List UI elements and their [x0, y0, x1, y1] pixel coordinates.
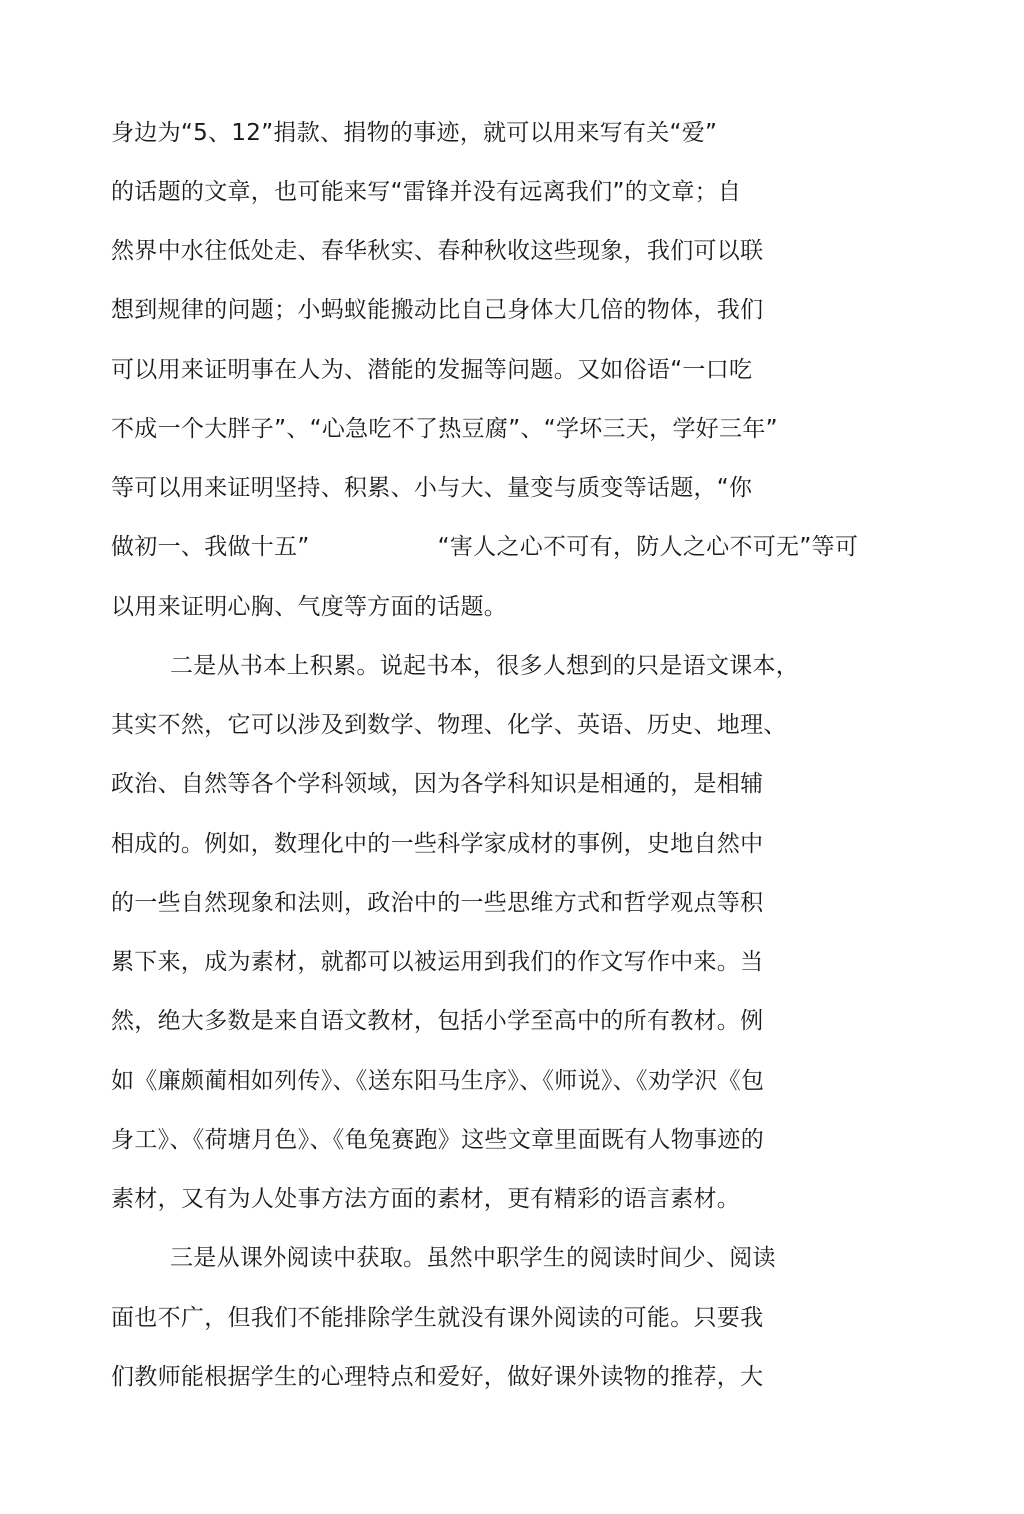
text-segment: “害人之心不可有，防人之心不可无”等可 — [437, 534, 859, 560]
text-line: 身边为“5、12”捐款、捐物的事迹，就可以用来写有关“爱” — [111, 120, 718, 146]
text-line: 身工》、《荷塘月色》、《龟兔赛跑》这些文章里面既有人物事迹的 — [111, 1127, 764, 1153]
text-line: 想到规律的问题；小蚂蚁能搬动比自己身体大几倍的物体，我们 — [111, 297, 764, 323]
text-line: 其实不然，它可以涉及到数学、物理、化学、英语、历史、地理、 — [111, 712, 787, 738]
paragraph-start-line: 三是从课外阅读中获取。虽然中职学生的阅读时间少、阅读 — [170, 1245, 776, 1271]
text-line: 然，绝大多数是来自语文教材，包括小学至高中的所有教材。例 — [111, 1008, 764, 1034]
text-line: 素材，又有为人处事方法方面的素材，更有精彩的语言素材。 — [111, 1186, 741, 1212]
text-line: 不成一个大胖子”、“心急吃不了热豆腐”、“学坏三天，学好三年” — [111, 416, 778, 442]
text-line: 的一些自然现象和法则，政治中的一些思维方式和哲学观点等积 — [111, 890, 764, 916]
text-line-split — [111, 532, 858, 562]
text-line: 可以用来证明事在人为、潜能的发掘等问题。又如俗语“一口吃 — [111, 357, 753, 383]
text-line: 政治、自然等各个学科领域，因为各学科知识是相通的，是相辅 — [111, 771, 764, 797]
text-line: 等可以用来证明坚持、积累、小与大、量变与质变等话题，“你 — [111, 475, 753, 501]
text-line: 的话题的文章，也可能来写“雷锋并没有远离我们”的文章；自 — [111, 179, 742, 205]
text-segment: 做初一、我做十五” — [111, 534, 310, 560]
text-line: 面也不广，但我们不能排除学生就没有课外阅读的可能。只要我 — [111, 1305, 764, 1331]
text-line: 然界中水往低处走、春华秋实、春种秋收这些现象，我们可以联 — [111, 238, 764, 264]
paragraph-start-line: 二是从书本上积累。说起书本，很多人想到的只是语文课本， — [170, 653, 800, 679]
text-line: 以用来证明心胸、气度等方面的话题。 — [111, 594, 508, 620]
text-line: 如《廉颇蔺相如列传》、《送东阳马生序》、《师说》、《劝学沢《包 — [111, 1068, 765, 1094]
text-line: 累下来，成为素材，就都可以被运用到我们的作文写作中来。当 — [111, 949, 764, 975]
text-line: 相成的。例如，数理化中的一些科学家成材的事例，史地自然中 — [111, 831, 764, 857]
text-line: 们教师能根据学生的心理特点和爱好，做好课外读物的推荐，大 — [111, 1364, 764, 1390]
